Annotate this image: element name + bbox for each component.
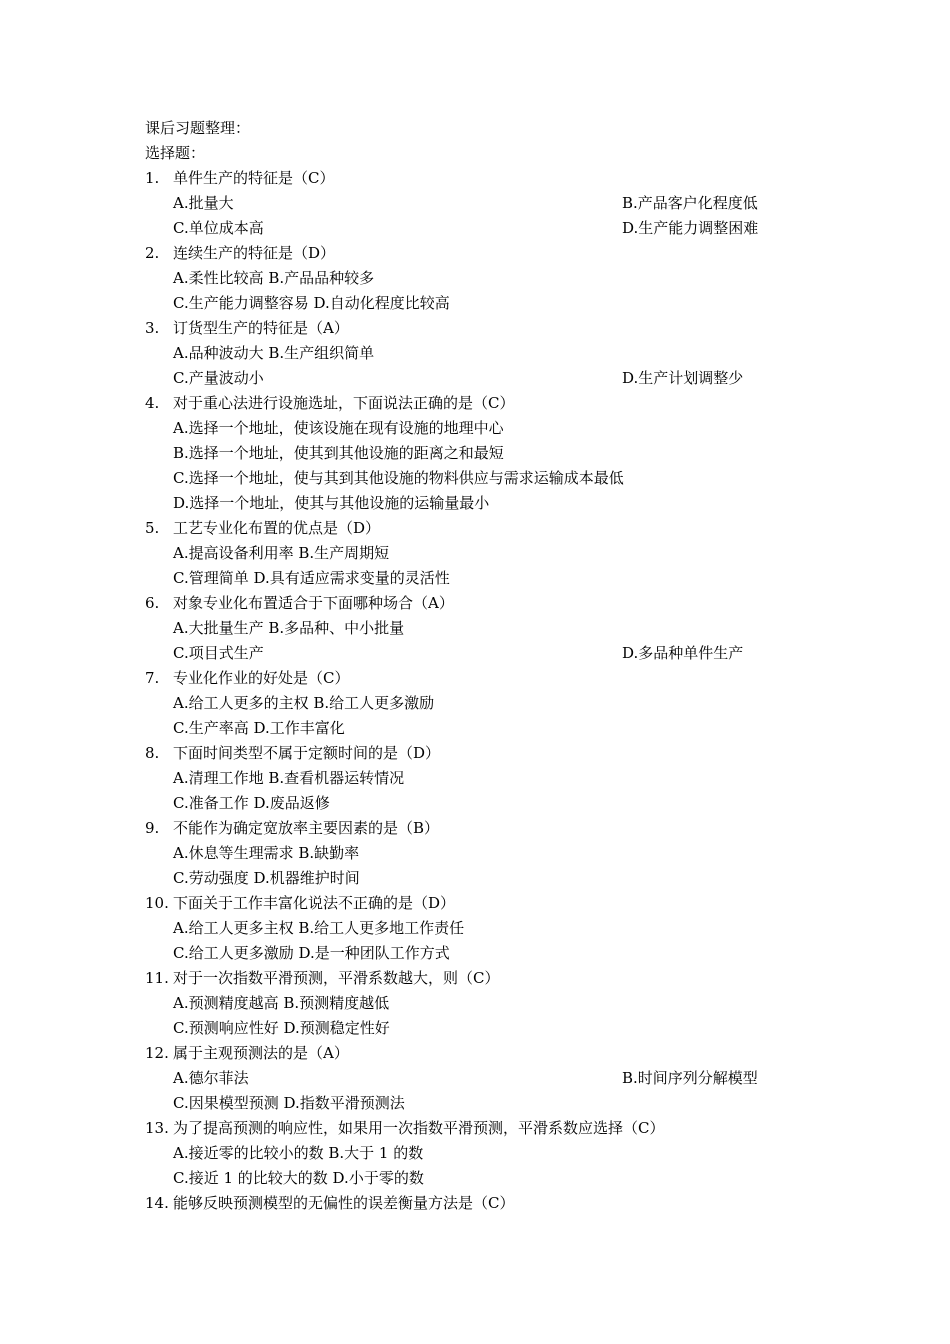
- option-line: A.批量大: [173, 194, 234, 212]
- option-line: A.给工人更多主权 B.给工人更多地工作责任: [173, 919, 465, 937]
- question-text: 下面关于工作丰富化说法不正确的是（D）: [173, 894, 456, 912]
- option-line: A.柔性比较高 B.产品品种较多: [173, 269, 375, 287]
- option-line: C.管理简单 D.具有适应需求变量的灵活性: [173, 569, 450, 587]
- question-text: 属于主观预测法的是（A）: [173, 1044, 349, 1062]
- question-text: 对象专业化布置适合于下面哪种场合（A）: [173, 594, 454, 612]
- question-text: 对于重心法进行设施选址，下面说法正确的是（C）: [173, 394, 515, 412]
- question-number: 2.: [145, 244, 160, 262]
- question-number: 7.: [145, 669, 160, 687]
- question-text: 工艺专业化布置的优点是（D）: [173, 519, 381, 537]
- question-text: 订货型生产的特征是（A）: [173, 319, 349, 337]
- option-line: A.品种波动大 B.生产组织简单: [173, 344, 375, 362]
- question-number: 11.: [145, 969, 169, 987]
- question-number: 14.: [145, 1194, 169, 1212]
- question-number: 12.: [145, 1044, 169, 1062]
- question-number: 4.: [145, 394, 160, 412]
- option-line: A.给工人更多的主权 B.给工人更多激励: [173, 694, 435, 712]
- option-line: A.接近零的比较小的数 B.大于 1 的数: [173, 1144, 424, 1162]
- question-text: 不能作为确定宽放率主要因素的是（B）: [173, 819, 440, 837]
- question-number: 9.: [145, 819, 160, 837]
- option-line: C.劳动强度 D.机器维护时间: [173, 869, 360, 887]
- option-line: C.选择一个地址，使与其到其他设施的物料供应与需求运输成本最低: [173, 469, 624, 487]
- question-number: 6.: [145, 594, 160, 612]
- option-line: C.生产能力调整容易 D.自动化程度比较高: [173, 294, 450, 312]
- option-line: C.预测响应性好 D.预测稳定性好: [173, 1019, 390, 1037]
- question-text: 专业化作业的好处是（C）: [173, 669, 350, 687]
- option-line: A.休息等生理需求 B.缺勤率: [173, 844, 360, 862]
- option-line: C.给工人更多激励 D.是一种团队工作方式: [173, 944, 450, 962]
- question-text: 下面时间类型不属于定额时间的是（D）: [173, 744, 441, 762]
- option-line: C.单位成本高: [173, 219, 264, 237]
- option-line: B.产品客户化程度低: [622, 194, 758, 212]
- question-text: 连续生产的特征是（D）: [173, 244, 336, 262]
- option-line: D.生产能力调整困难: [622, 219, 759, 237]
- option-line: D.选择一个地址，使其与其他设施的运输量最小: [173, 494, 490, 512]
- option-line: A.大批量生产 B.多品种、中小批量: [173, 619, 405, 637]
- option-line: C.生产率高 D.工作丰富化: [173, 719, 345, 737]
- option-line: A.清理工作地 B.查看机器运转情况: [173, 769, 405, 787]
- question-number: 13.: [145, 1119, 169, 1137]
- option-line: C.产量波动小: [173, 369, 264, 387]
- question-text: 为了提高预测的响应性，如果用一次指数平滑预测，平滑系数应选择（C）: [173, 1119, 665, 1137]
- question-number: 1.: [145, 169, 160, 187]
- option-line: C.因果模型预测 D.指数平滑预测法: [173, 1094, 405, 1112]
- section-heading: 选择题：: [145, 144, 206, 162]
- question-number: 5.: [145, 519, 160, 537]
- option-line: B.时间序列分解模型: [622, 1069, 758, 1087]
- question-text: 单件生产的特征是（C）: [173, 169, 335, 187]
- question-number: 10.: [145, 894, 169, 912]
- document-heading: 课后习题整理：: [145, 119, 251, 137]
- question-text: 能够反映预测模型的无偏性的误差衡量方法是（C）: [173, 1194, 515, 1212]
- option-line: A.德尔菲法: [173, 1069, 249, 1087]
- option-line: D.多品种单件生产: [622, 644, 744, 662]
- option-line: C.准备工作 D.废品返修: [173, 794, 330, 812]
- question-number: 8.: [145, 744, 160, 762]
- option-line: C.接近 1 的比较大的数 D.小于零的数: [173, 1169, 424, 1187]
- option-line: A.预测精度越高 B.预测精度越低: [173, 994, 390, 1012]
- question-number: 3.: [145, 319, 160, 337]
- option-line: C.项目式生产: [173, 644, 264, 662]
- option-line: A.提高设备利用率 B.生产周期短: [173, 544, 390, 562]
- option-line: D.生产计划调整少: [622, 369, 744, 387]
- option-line: A.选择一个地址，使该设施在现有设施的地理中心: [173, 419, 504, 437]
- question-text: 对于一次指数平滑预测，平滑系数越大，则（C）: [173, 969, 500, 987]
- option-line: B.选择一个地址，使其到其他设施的距离之和最短: [173, 444, 504, 462]
